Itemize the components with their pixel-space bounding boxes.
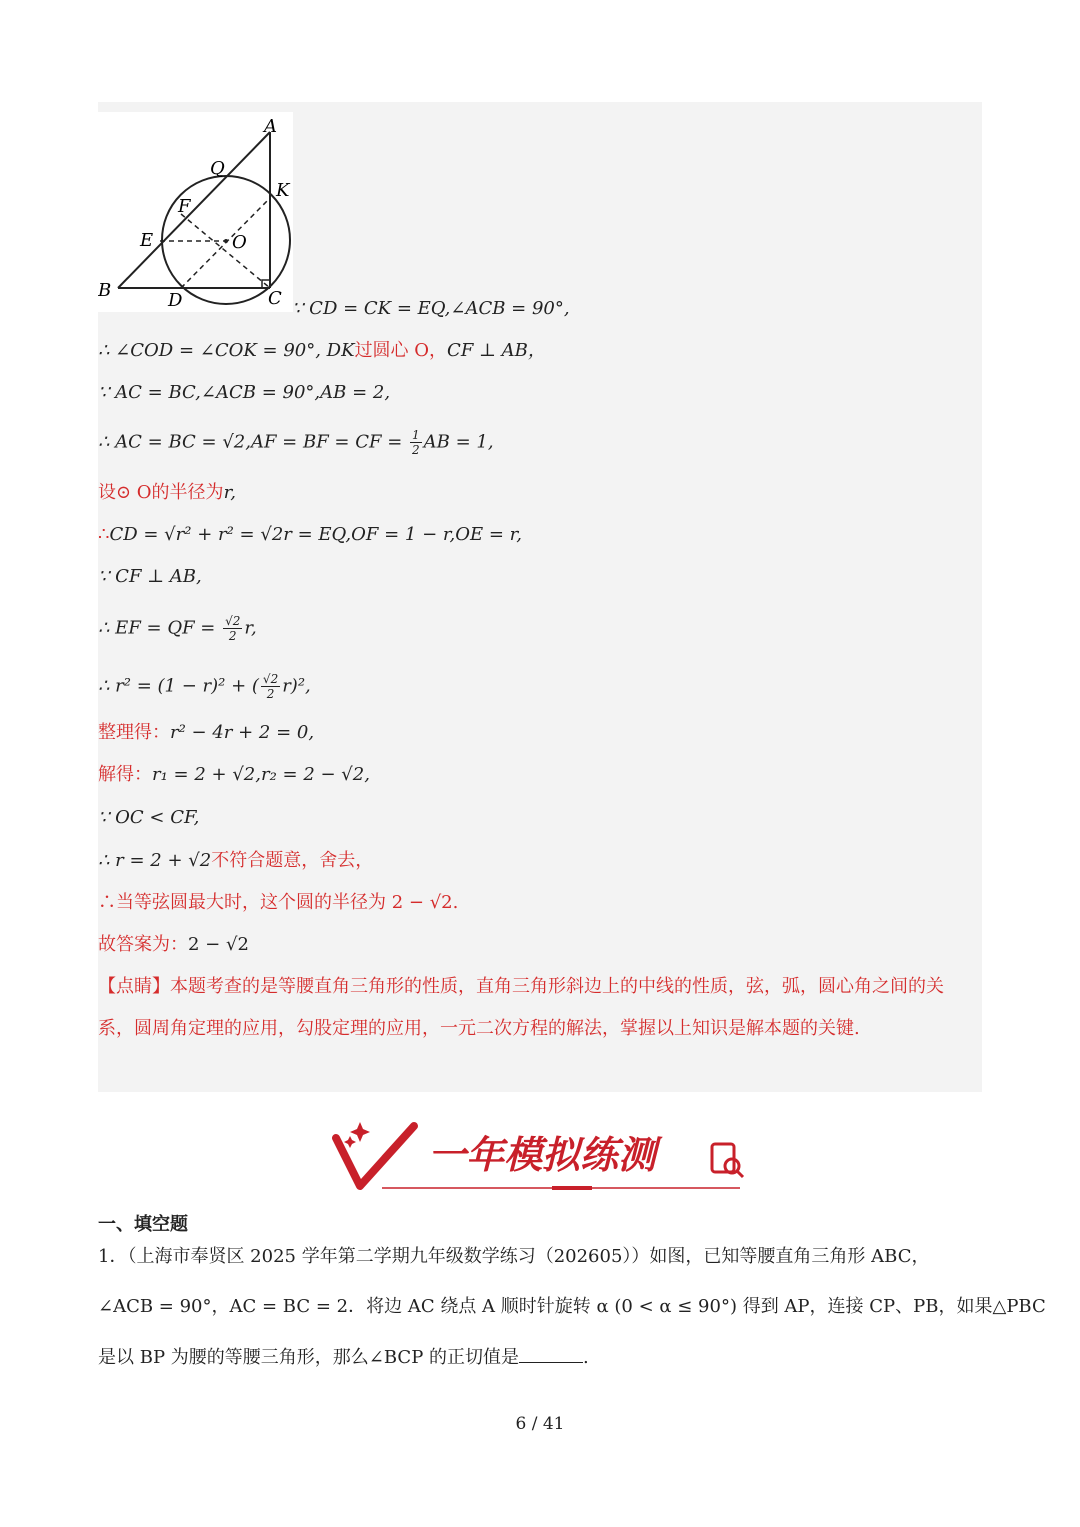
solution-line-13: ∴ r = 2 + √2不符合题意，舍去， bbox=[98, 850, 374, 871]
label-Q: Q bbox=[210, 158, 225, 179]
solution-line-6: ∴CD = √r² + r² = √2r = EQ,OF = 1 − r,OE = r, bbox=[98, 524, 522, 545]
solution-line-10: 整理得：r² − 4r + 2 = 0, bbox=[98, 722, 315, 743]
geometry-figure bbox=[98, 112, 298, 312]
label-E: E bbox=[140, 230, 154, 251]
solution-line-7: ∵ CF ⊥ AB, bbox=[98, 566, 202, 587]
label-C: C bbox=[268, 288, 282, 309]
section-title: 一、填空题 bbox=[98, 1214, 188, 1235]
solution-line-14: ∴当等弦圆最大时，这个圆的半径为 2 − √2. bbox=[98, 892, 459, 913]
solution-line-8: ∴ EF = QF = $\frac{√2}{2}$ r, bbox=[98, 614, 257, 643]
section-banner bbox=[330, 1108, 750, 1192]
sparkle-icon bbox=[350, 1122, 370, 1142]
label-O: O bbox=[232, 232, 247, 253]
solution-line-15: 故答案为：2 − √2 bbox=[98, 934, 249, 955]
solution-line-9: ∴ r² = (1 − r)² + ( $\frac{√2}{2}$ r)², bbox=[98, 672, 311, 701]
label-B: B bbox=[98, 280, 112, 301]
answer-blank[interactable] bbox=[519, 1344, 583, 1363]
fraction-half: $\frac{1}{2}$ bbox=[412, 428, 420, 457]
question-line-3: 是以 BP 为腰的等腰三角形，那么∠BCP 的正切值是 . bbox=[98, 1344, 589, 1371]
comment-paragraph: 【点睛】本题考查的是等腰直角三角形的性质，直角三角形斜边上的中线的性质，弦，弧，圆心角之间的关系，圆周角定理的应用，勾股定理的应用，一元二次方程的解法，掌握以上知识是解本题的关键. bbox=[98, 976, 944, 1039]
fraction-sqrt2-over-2-b: $\frac{√2}{2}$ bbox=[262, 672, 279, 701]
label-K: K bbox=[276, 180, 290, 201]
solution-line-12: ∵ OC < CF, bbox=[98, 807, 200, 828]
solution-line-3: ∵ AC = BC,∠ACB = 90°,AB = 2, bbox=[98, 382, 391, 403]
solution-box bbox=[98, 102, 982, 1092]
question-line-1: 1．（上海市奉贤区 2025 学年第二学期九年级数学练习（202605））如图，已知等腰直角三角形 ABC， bbox=[98, 1246, 930, 1267]
fraction-sqrt2-over-2: $\frac{√2}{2}$ bbox=[225, 614, 241, 643]
solution-line-5: 设⊙ O的半径为r, bbox=[98, 482, 236, 503]
banner-title: 一年模拟练测 bbox=[428, 1133, 657, 1177]
solution-line-1: ∵ CD = CK = EQ,∠ACB = 90°, bbox=[292, 298, 570, 319]
checkmark-icon bbox=[336, 1126, 414, 1186]
search-document-icon bbox=[712, 1144, 743, 1177]
question-line-2: ∠ACB = 90°，AC = BC = 2．将边 AC 绕点 A 顺时针旋转 α (0 < α ≤ 90°) 得到 AP，连接 CP、PB，如果△PBC bbox=[98, 1296, 1046, 1317]
page-number: 6 / 41 bbox=[515, 1414, 565, 1434]
solution-line-2: ∴ ∠COD = ∠COK = 90°, DK过圆心 O，CF ⊥ AB， bbox=[98, 340, 546, 361]
label-F: F bbox=[178, 196, 191, 217]
solution-line-4: ∴ AC = BC = √2,AF = BF = CF = $\frac{1}{2}$ AB = 1, bbox=[98, 428, 494, 457]
label-A: A bbox=[264, 116, 277, 137]
solution-line-11: 解得：r₁ = 2 + √2,r₂ = 2 − √2, bbox=[98, 764, 370, 785]
label-D: D bbox=[168, 290, 183, 311]
